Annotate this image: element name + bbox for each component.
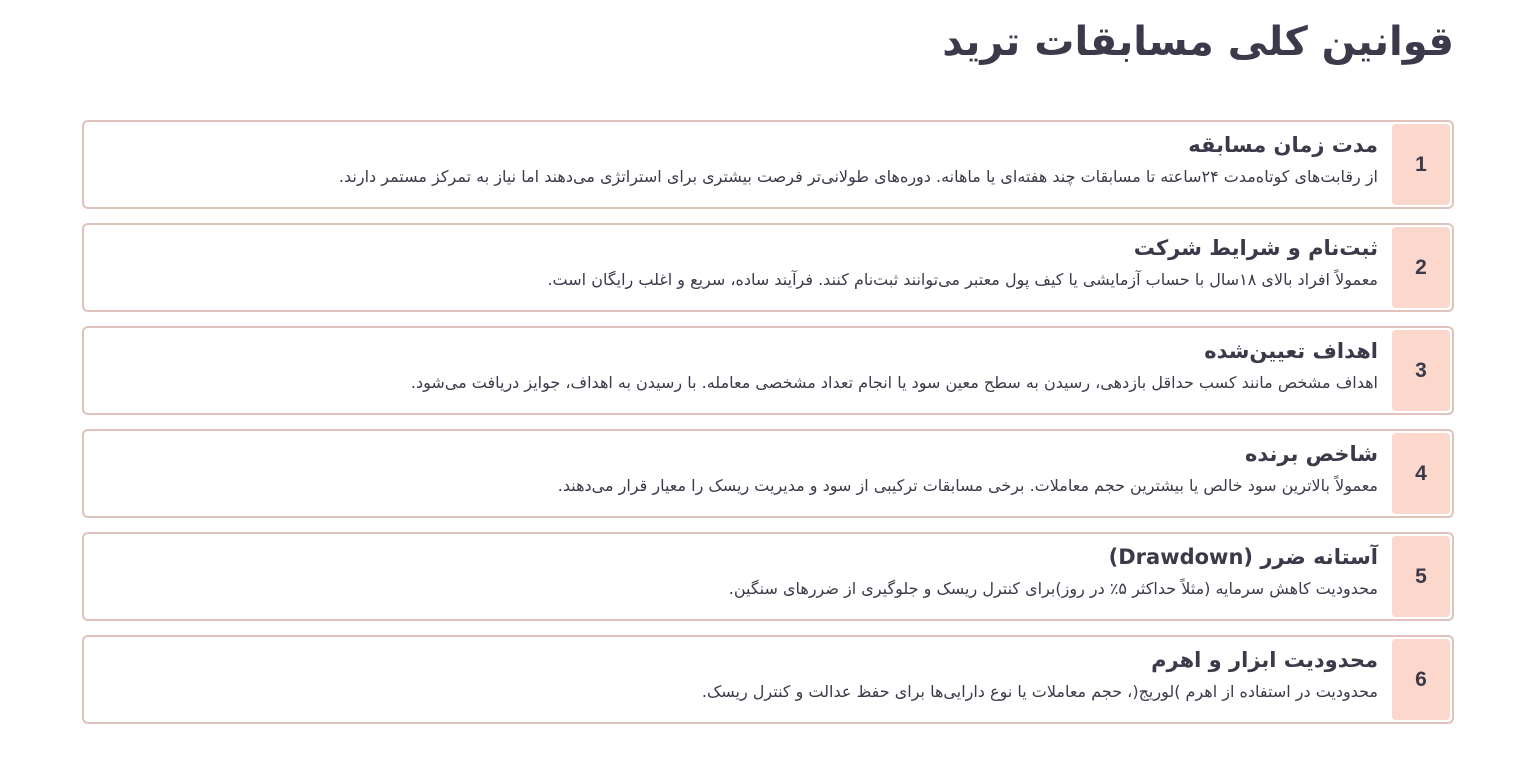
rule-body <box>84 637 1392 722</box>
rule-body <box>84 225 1392 310</box>
rule-description: محدودیت کاهش سرمایه (مثلاً حداکثر ۵٪ در روز)برای کنترل ریسک و جلوگیری از ضررهای سنگین. <box>728 579 1378 598</box>
rule-title: محدودیت ابزار و اهرم <box>1151 648 1378 672</box>
rule-description: معمولاً افراد بالای ۱۸سال با حساب آزمایشی یا کیف پول معتبر می‌توانند ثبت‌نام کنند. فرآیند ساده، سریع و اغلب رایگان است. <box>547 270 1378 289</box>
rules-list <box>82 120 1454 724</box>
rule-body <box>84 431 1392 516</box>
rule-card-5 <box>82 532 1454 621</box>
rule-number-badge: 6 <box>1392 639 1450 720</box>
rule-card-3 <box>82 326 1454 415</box>
rule-card-2 <box>82 223 1454 312</box>
rule-number-badge: 1 <box>1392 124 1450 205</box>
rule-title: آستانه ضرر (Drawdown) <box>1108 545 1378 569</box>
rule-title: شاخص برنده <box>1245 442 1378 466</box>
rule-number-badge: 5 <box>1392 536 1450 617</box>
rule-description: محدودیت در استفاده از اهرم )لوریج(، حجم معاملات یا نوع دارایی‌ها برای حفظ عدالت و کنترل ریسک. <box>701 682 1378 701</box>
rule-title: مدت زمان مسابقه <box>1188 133 1378 157</box>
rule-title: اهداف تعیین‌شده <box>1204 339 1378 363</box>
rule-body <box>84 122 1392 207</box>
rule-description: اهداف مشخص مانند کسب حداقل بازدهی، رسیدن به سطح معین سود یا انجام تعداد مشخصی معامله. با رسیدن به اهداف، جوایز دریافت می‌شود. <box>410 373 1378 392</box>
rule-number-badge: 2 <box>1392 227 1450 308</box>
page-title: قوانین کلی مسابقات ترید <box>942 19 1454 65</box>
rule-card-1 <box>82 120 1454 209</box>
rule-body <box>84 534 1392 619</box>
rule-number-badge: 4 <box>1392 433 1450 514</box>
rule-body <box>84 328 1392 413</box>
rule-card-4 <box>82 429 1454 518</box>
rule-title: ثبت‌نام و شرایط شرکت <box>1133 236 1378 260</box>
rule-description: از رقابت‌های کوتاه‌مدت ۲۴ساعته تا مسابقات چند هفته‌ای یا ماهانه. دوره‌های طولانی‌تر فرصت بیشتری برای استراتژی می‌دهند اما نیاز به تمرکز مستمر دارند. <box>338 167 1378 186</box>
rule-number-badge: 3 <box>1392 330 1450 411</box>
rule-card-6 <box>82 635 1454 724</box>
rule-description: معمولاً بالاترین سود خالص یا بیشترین حجم معاملات. برخی مسابقات ترکیبی از سود و مدیریت ریسک را معیار قرار می‌دهند. <box>557 476 1378 495</box>
